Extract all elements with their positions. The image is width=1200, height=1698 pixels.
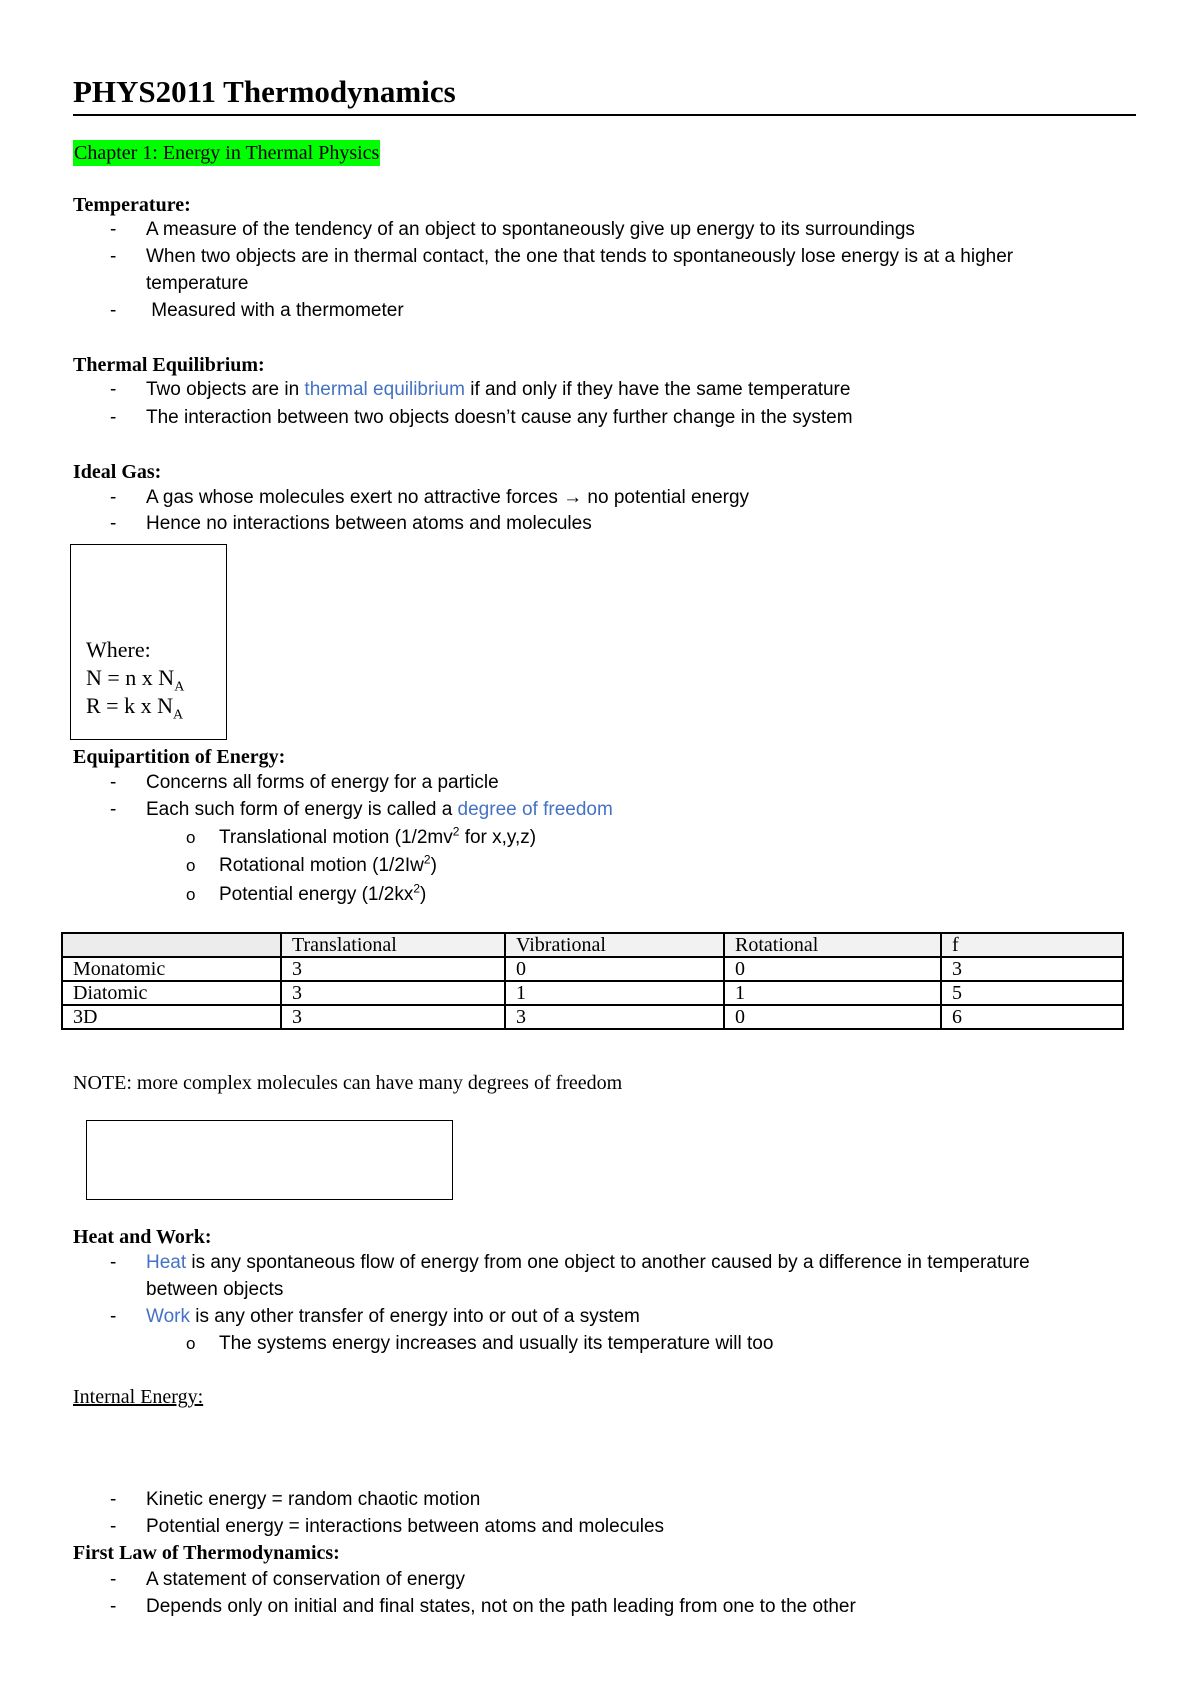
section-heading-heat-work: Heat and Work: [73,1226,212,1248]
table-cell: 3 [281,981,505,1005]
page-title: PHYS2011 Thermodynamics [73,72,1136,116]
list-item: Hence no interactions between atoms and molecules [146,513,592,534]
bullet-dash: - [110,219,117,240]
table-cell: 3 [505,1005,724,1029]
section-heading-first-law: First Law of Thermodynamics: [73,1542,340,1564]
bullet-dash: - [110,1596,117,1617]
section-heading-temperature: Temperature: [73,194,191,216]
table-header-cell: Translational [281,933,505,957]
bullet-dash: - [110,1516,117,1537]
list-item-continuation: between objects [146,1279,284,1300]
table-header-cell [62,933,281,957]
table-header-cell: Vibrational [505,933,724,957]
sub-bullet: o [186,1334,196,1353]
bullet-dash: - [110,1252,117,1273]
table-cell: 0 [724,1005,941,1029]
section-heading-ideal-gas: Ideal Gas: [73,461,162,483]
section-heading-thermal-equilibrium: Thermal Equilibrium: [73,354,265,376]
where-label: Where: [86,637,151,662]
table-header-cell: Rotational [724,933,941,957]
term-thermal-equilibrium: thermal equilibrium [304,379,465,400]
table-cell: 1 [724,981,941,1005]
table-cell: 3 [281,1005,505,1029]
degrees-of-freedom-table [61,932,1124,1030]
list-item: A measure of the tendency of an object to spontaneously give up energy to its surroundings [146,219,915,240]
where-definitions [86,636,185,723]
section-heading-equipartition: Equipartition of Energy: [73,746,286,768]
bullet-dash: - [110,513,117,534]
table-cell: 6 [941,1005,1123,1029]
sub-bullet: o [186,828,196,847]
arrow-right-icon: → [563,487,583,508]
bullet-dash: - [110,379,117,400]
sub-list-item: The systems energy increases and usually its temperature will too [219,1333,774,1354]
bullet-dash: - [110,1489,117,1510]
table-cell: 3D [62,1005,281,1029]
table-cell: Monatomic [62,957,281,981]
list-item: Kinetic energy = random chaotic motion [146,1489,481,1510]
list-item: Depends only on initial and final states, not on the path leading from one to the other [146,1596,856,1617]
note-text: NOTE: more complex molecules can have many degrees of freedom [73,1072,623,1094]
section-heading-internal-energy: Internal Energy: [73,1386,204,1408]
term-degree-of-freedom: degree of freedom [457,799,613,820]
list-item: Potential energy = interactions between atoms and molecules [146,1516,665,1537]
list-item: Two objects are in thermal equilibrium if and only if they have the same temperature [146,379,851,400]
list-item-continuation: temperature [146,273,249,294]
table-cell: Diatomic [62,981,281,1005]
equation-n: N = n x $N_A$ [86,665,185,695]
list-item: Each such form of energy is called a degree of freedom [146,799,613,820]
bullet-dash: - [110,799,117,820]
table-header-cell: f [941,933,1123,957]
table-cell: 1 [505,981,724,1005]
term-work: Work [146,1306,190,1327]
table-cell: 0 [724,957,941,981]
table-cell: 0 [505,957,724,981]
chapter-heading: Chapter 1: Energy in Thermal Physics [74,142,380,164]
table-cell: 3 [941,957,1123,981]
list-item: A statement of conservation of energy [146,1569,465,1590]
bullet-dash: - [110,487,117,508]
sub-list-item: Potential energy $(1/2kx^2)$ [219,881,427,905]
table-row [62,981,1123,1005]
bullet-dash: - [110,246,117,267]
bullet-dash: - [110,1569,117,1590]
table-cell: 3 [281,957,505,981]
list-item: Work is any other transfer of energy into or out of a system [146,1306,640,1327]
term-heat: Heat [146,1252,187,1273]
list-item: Heat is any spontaneous flow of energy from one object to another caused by a difference in temperature [146,1252,1030,1273]
bullet-dash: - [110,300,117,321]
list-item: When two objects are in thermal contact, the one that tends to spontaneously lose energy is at a higher [146,246,1014,267]
sub-bullet: o [186,885,196,904]
bullet-dash: - [110,407,117,428]
list-item: Concerns all forms of energy for a particle [146,772,499,793]
sub-list-item: Translational motion ($1/2mv^2$ for x,y,z) [219,824,537,848]
table-row [62,957,1123,981]
list-item: Measured with a thermometer [146,300,404,321]
list-item: A gas whose molecules exert no attractive forces → no potential energy [146,487,750,508]
equation-r: R = k x $N_A$ [86,693,184,723]
bullet-dash: - [110,772,117,793]
bullet-dash: - [110,1306,117,1327]
list-item: The interaction between two objects doesn’t cause any further change in the system [146,407,853,428]
sub-list-item: Rotational motion (1/2Iw$^2$) [219,852,437,876]
table-row [62,1005,1123,1029]
table-header-row [62,933,1123,957]
equation-box [86,1120,453,1200]
table-cell: 5 [941,981,1123,1005]
sub-bullet: o [186,856,196,875]
